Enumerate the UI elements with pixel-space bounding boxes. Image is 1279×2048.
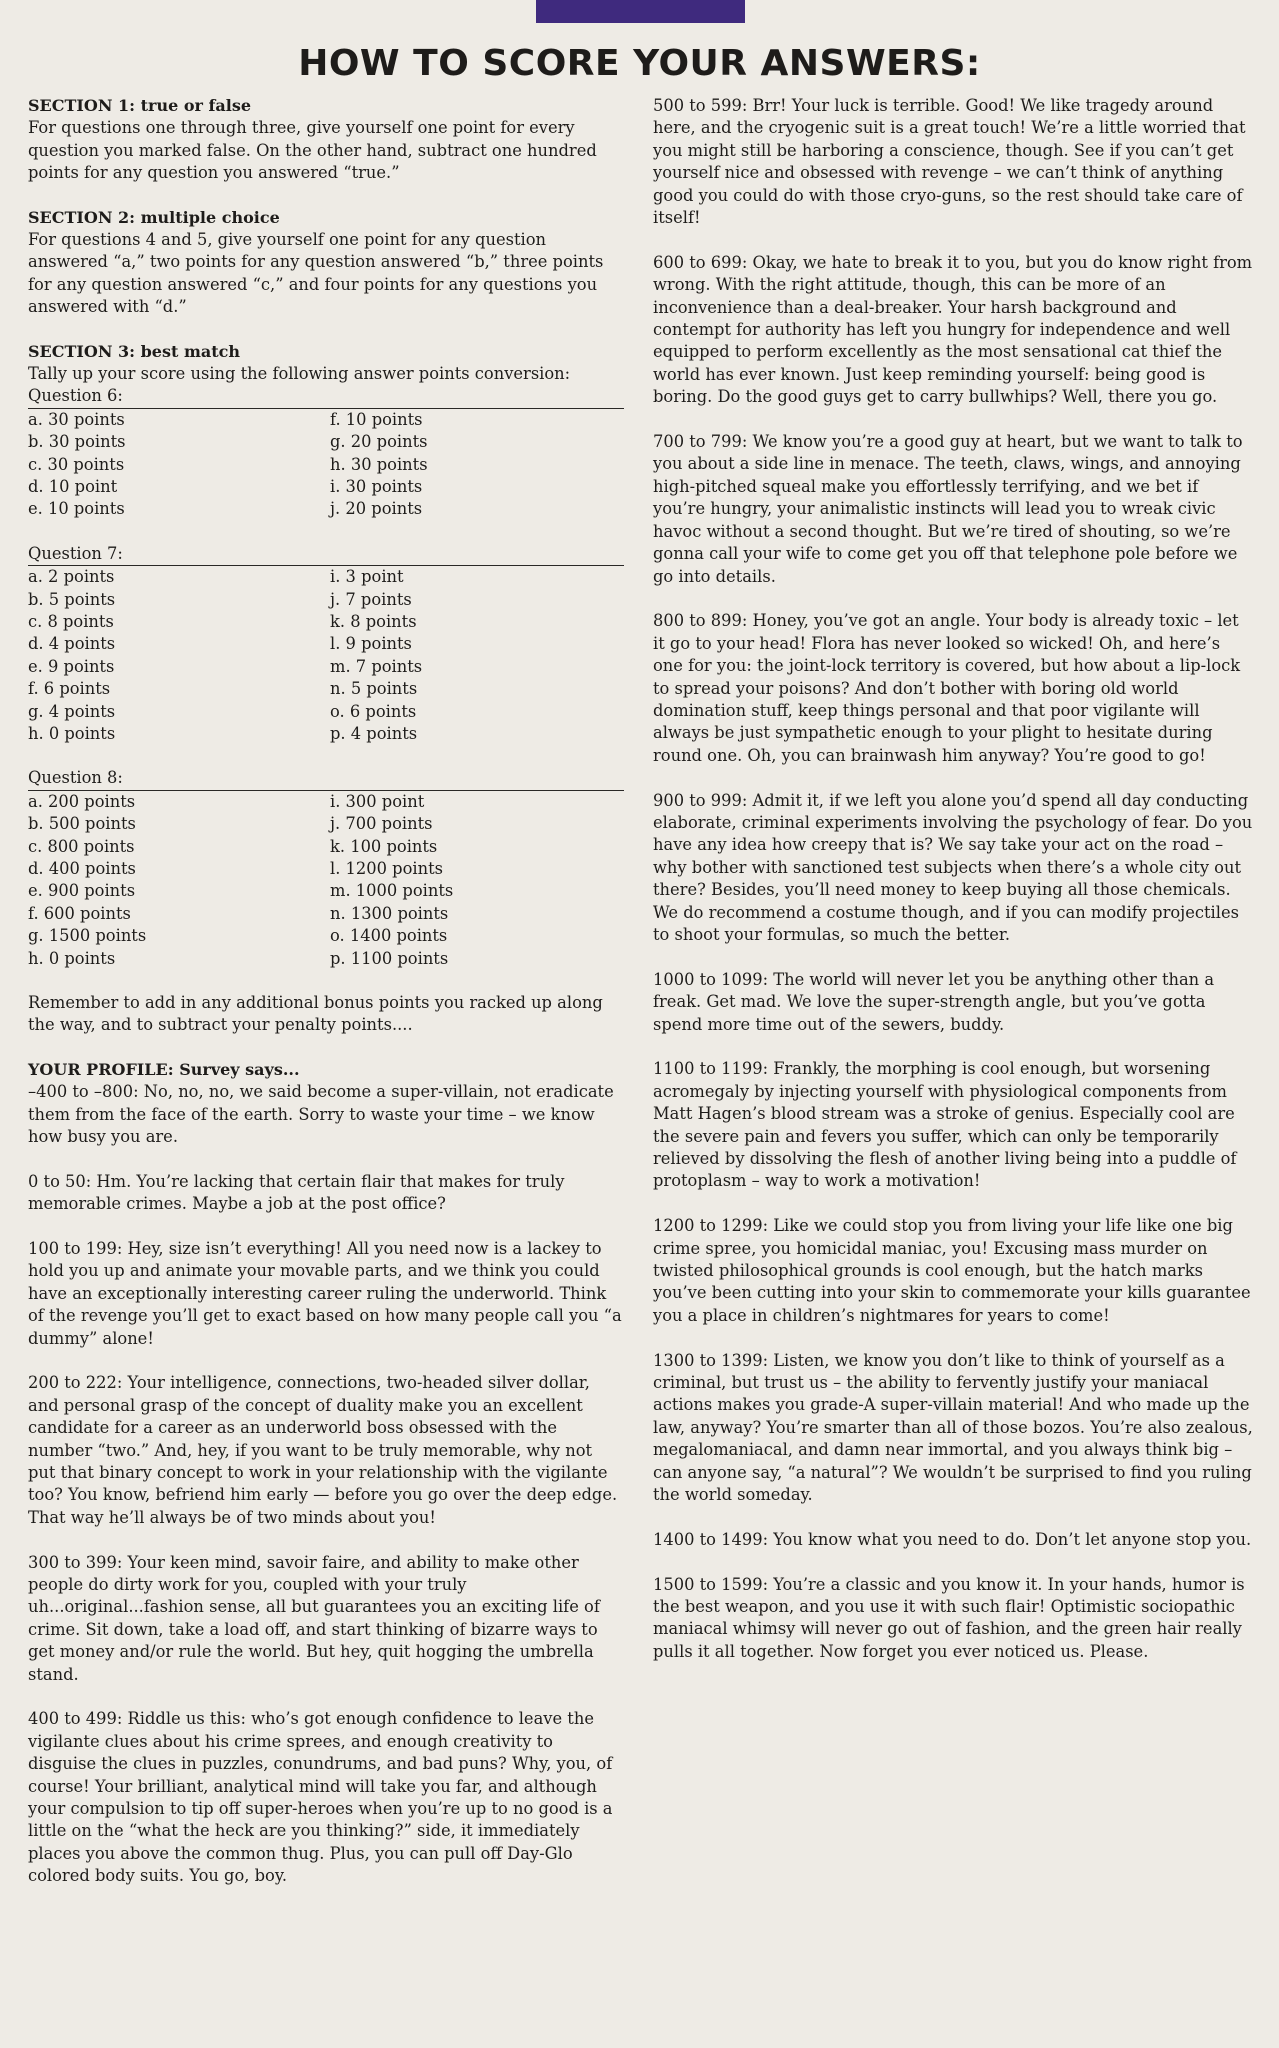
question-8-label: Question 8: <box>28 767 624 790</box>
profile-entry: 0 to 50: Hm. You’re lacking that certain flair that makes for truly memorable crimes. Maybe a job at the post office? <box>28 1171 565 1214</box>
profile-entry: 300 to 399: Your keen mind, savoir faire, and ability to make other people do dirty work for you, coupled with your truly uh...original...fashion sense, all but guarantees you an exciting life of crime. Sit down, take a load off, and start thinking of bizarre ways to get money and/or rule the world. But hey, quit hogging the umbrella stand. <box>28 1552 600 1684</box>
section-1 <box>28 95 624 185</box>
question-6-grid <box>28 409 624 521</box>
answer-point-item: f. 10 points <box>330 409 423 429</box>
answer-point-item: p. 1100 points <box>330 948 449 968</box>
profile-entry: 1500 to 1599: You’re a classic and you know it. In your hands, humor is the best weapon, and you use it with such flair! Optimistic sociopathic maniacal whimsy will never go out of fashion, and the green hair really pulls it all together. Now forget you ever noticed us. Please. <box>653 1574 1245 1661</box>
answer-point-item: k. 100 points <box>330 836 438 856</box>
profile-entry: 100 to 199: Hey, size isn’t everything! All you need now is a lackey to hold you up and animate your movable parts, and we think you could have an exceptionally interesting career ruling the underworld. Think of the revenge you’ll get to exact based on how many people call you “a dummy” alone! <box>28 1238 622 1348</box>
answer-point-item: j. 7 points <box>330 589 412 609</box>
answer-point-item: a. 2 points <box>28 567 115 587</box>
profile-entry: 800 to 899: Honey, you’ve got an angle. Your body is already toxic – let it go to your head! Flora has never looked so wicked! Oh, and here’s one for you: the joint-lock territory is covered, but how about a lip-lock to spread your poisons? And don’t bother with boring old world domination stuff, keep things personal and that poor vigilante will always be just sympathetic enough to your plight to hesitate during round one. Oh, you can brainwash him anyway? You’re good to go! <box>653 611 1241 765</box>
question-6-label: Question 6: <box>28 385 624 408</box>
answer-point-item: d. 10 point <box>28 477 118 497</box>
answer-point-item: g. 4 points <box>28 701 116 721</box>
profile-entry: 200 to 222: Your intelligence, connections, two-headed silver dollar, and personal grasp of the concept of duality make you an excellent candidate for a career as an underworld boss obsessed with the number “two.” And, hey, if you want to be truly memorable, why not put that binary concept to work in your relationship with the vigilante too? You know, befriend him early — before you go over the deep edge. That way he’ll always be of two minds about you! <box>28 1373 618 1527</box>
answer-point-item: d. 400 points <box>28 858 136 878</box>
answer-point-item: f. 600 points <box>28 903 131 923</box>
answer-point-item: j. 20 points <box>330 499 423 519</box>
section-1-text: For questions one through three, give yourself one point for every question you marked false. On the other hand, subtract one hundred points for any question you answered “true.” <box>28 118 597 183</box>
answer-point-item: k. 8 points <box>330 612 417 632</box>
left-column <box>28 95 624 1910</box>
profile-entry: –400 to –800: No, no, no, we said become a super-villain, not eradicate them from the face of the earth. Sorry to waste your time – we know how busy you are. <box>28 1082 614 1146</box>
question-7-table <box>28 543 624 746</box>
question-8-table <box>28 767 624 970</box>
answer-point-item: e. 900 points <box>28 881 136 901</box>
answer-point-item: h. 0 points <box>28 723 116 743</box>
answer-point-item: e. 9 points <box>28 656 115 676</box>
question-7-label: Question 7: <box>28 543 624 566</box>
answer-point-item: d. 4 points <box>28 634 116 654</box>
section-2-text: For questions 4 and 5, give yourself one point for any question answered “a,” two points for any question answered “b,” three points for any question answered “c,” and four points for any questions you answered with “d.” <box>28 230 604 317</box>
profile-entry: 900 to 999: Admit it, if we left you alone you’d spend all day conducting elaborate, criminal experiments involving the psychology of fear. Do you have any idea how creepy that is? We say take your act on the road – why bother with sanctioned test subjects when there’s a whole city out there? Besides, you’ll need money to keep buying all those chemicals. We do recommend a costume though, and if you can modify projectiles to shoot your formulas, so much the better. <box>653 790 1253 944</box>
profile-entry: 1000 to 1099: The world will never let you be anything other than a freak. Get mad. We love the super-strength angle, but you’ve gotta spend more time out of the sewers, buddy. <box>653 969 1215 1034</box>
section-3-text: Tally up your score using the following answer points conversion: <box>28 364 571 384</box>
section-1-heading: SECTION 1: true or false <box>28 96 252 115</box>
profile-entry: 400 to 499: Riddle us this: who’s got enough confidence to leave the vigilante clues about his crime sprees, and enough creativity to disguise the clues in puzzles, conundrums, and bad puns? Why, you, of course! Your brilliant, analytical mind will take you far, and although your compulsion to tip off super-heroes when you’re up to no good is a little on the “what the heck are you thinking?” side, it immediately places you above the common thug. Plus, you can pull off Day-Glo colored body suits. You go, boy. <box>28 1709 613 1886</box>
answer-point-item: i. 30 points <box>330 477 423 497</box>
answer-point-item: a. 30 points <box>28 409 125 429</box>
right-column <box>653 95 1253 1686</box>
answer-point-item: h. 30 points <box>330 454 428 474</box>
answer-point-item: g. 20 points <box>330 432 428 452</box>
answer-point-item: f. 6 points <box>28 679 111 699</box>
bonus-reminder: Remember to add in any additional bonus points you racked up along the way, and to subtract your penalty points.... <box>28 992 603 1035</box>
answer-point-item: p. 4 points <box>330 723 418 743</box>
answer-point-item: b. 500 points <box>28 814 136 834</box>
profile-entry: 1400 to 1499: You know what you need to do. Don’t let anyone stop you. <box>653 1529 1252 1549</box>
answer-point-item: o. 1400 points <box>330 926 448 946</box>
answer-point-item: j. 700 points <box>330 814 433 834</box>
answer-point-item: a. 200 points <box>28 791 136 811</box>
answer-point-item: b. 5 points <box>28 589 116 609</box>
answer-point-item: c. 30 points <box>28 454 125 474</box>
profile-entry: 500 to 599: Brr! Your luck is terrible. Good! We like tragedy around here, and the cryogenic suit is a great touch! We’re a little worried that you might still be harboring a conscience, though. See if you can’t get yourself nice and obsessed with revenge – we can’t think of anything good you could do with those cryo-guns, so the rest should take care of itself! <box>653 96 1246 228</box>
answer-point-item: c. 8 points <box>28 612 114 632</box>
answer-point-item: m. 1000 points <box>330 881 454 901</box>
answer-point-item: n. 5 points <box>330 679 418 699</box>
answer-point-item: l. 1200 points <box>330 858 443 878</box>
answer-point-item: m. 7 points <box>330 656 423 676</box>
question-6-table <box>28 385 624 520</box>
profile-entry: 1300 to 1399: Listen, we know you don’t like to think of yourself as a criminal, but trust us – the ability to fervently justify your maniacal actions makes you grade-A super-villain material! And who made up the law, anyway? You’re smarter than all of those bozos. You’re also zealous, megalomaniacal, and damn near immortal, and you always think big – can anyone say, “a natural”? We wouldn’t be surprised to find you ruling the world someday. <box>653 1350 1253 1505</box>
top-color-bar <box>536 0 745 23</box>
profile-entry: 600 to 699: Okay, we hate to break it to you, but you do know right from wrong. With the right attitude, though, this can be more of an inconvenience than a deal-breaker. Your harsh background and contempt for authority has left you hungry for independence and well equipped to perform excellently as the most sensational cat thief the world has ever known. Just keep reminding yourself: being good is boring. Do the good guys get to carry bullwhips? Well, there you go. <box>653 252 1253 407</box>
answer-point-item: b. 30 points <box>28 432 126 452</box>
page-title: HOW TO SCORE YOUR ANSWERS: <box>298 43 981 84</box>
question-8-grid <box>28 791 624 970</box>
answer-point-item: e. 10 points <box>28 499 125 519</box>
section-2-heading: SECTION 2: multiple choice <box>28 207 280 227</box>
answer-point-item: c. 800 points <box>28 836 135 856</box>
answer-point-item: g. 1500 points <box>28 926 147 946</box>
answer-point-item: l. 9 points <box>330 634 412 654</box>
section-3 <box>28 341 624 1037</box>
answer-point-item: o. 6 points <box>330 701 417 721</box>
answer-point-item: i. 3 point <box>330 567 404 587</box>
profile-entry: 1100 to 1199: Frankly, the morphing is cool enough, but worsening acromegaly by injecting yourself with physiological components from Matt Hagen’s blood stream was a stroke of genius. Especially cool are the severe pain and fevers you suffer, which can only be temporarily relieved by dissolving the flesh of another living being into a puddle of protoplasm – way to work a motivation! <box>653 1059 1237 1191</box>
answer-point-item: n. 1300 points <box>330 903 449 923</box>
profile-entry: 1200 to 1299: Like we could stop you from living your life like one big crime spree, you homicidal maniac, you! Excusing mass murder on twisted philosophical grounds is cool enough, but the hatch marks you’ve been cutting into your skin to commemorate your kills guarantee you a place in children’s nightmares for years to come! <box>653 1216 1251 1325</box>
profile-entry: 700 to 799: We know you’re a good guy at heart, but we want to talk to you about a side line in menace. The teeth, claws, wings, and annoying high-pitched squeal make you effortlessly terrifying, and we bet if you’re hungry, your animalistic instincts will lead you to wreak civic havoc without a second thought. But we’re tired of shouting, so we’re gonna call your wife to come get you off that telephone pole before we go into details. <box>653 432 1243 586</box>
answer-point-item: i. 300 point <box>330 791 425 811</box>
section-3-heading: SECTION 3: best match <box>28 341 241 361</box>
question-7-grid <box>28 566 624 745</box>
profile-heading: YOUR PROFILE: Survey says... <box>28 1059 300 1079</box>
section-2 <box>28 207 624 319</box>
answer-point-item: h. 0 points <box>28 948 116 968</box>
